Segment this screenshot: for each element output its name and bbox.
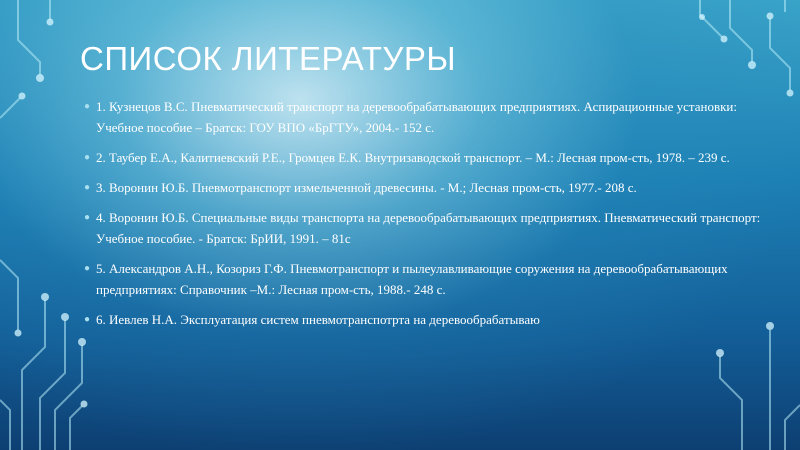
reference-text: 5. Александров А.Н., Козориз Г.Ф. Пневмотранспорт и пылеулавливающие соружения на деревообрабатывающих предприятиях: Справочник –М.: Лесная пром-сть, 1988.- 248 с. xyxy=(96,261,728,297)
reference-text: 6. Иевлев Н.А. Эксплуатация систем пневмотранспотрта на деревообрабатываю xyxy=(96,312,540,327)
reference-item xyxy=(84,207,764,249)
reference-item xyxy=(84,177,764,198)
reference-text: 1. Кузнецов В.С. Пневматический транспорт на деревообрабатывающих предприятиях. Аспирационные установки: Учебное пособие – Братск: ГОУ ВПО «БрГТУ», 2004.- 152 с. xyxy=(96,99,738,135)
reference-list xyxy=(84,96,764,339)
reference-text: 2. Таубер Е.А., Калитиевский Р.Е., Громцев Е.К. Внутризаводской транспорт. – М.: Лесная пром-сть, 1978. – 239 с. xyxy=(96,150,730,165)
bullet-icon: ● xyxy=(84,263,91,274)
reference-item xyxy=(84,258,764,300)
bullet-icon: ● xyxy=(84,101,91,112)
bullet-icon: ● xyxy=(84,152,91,163)
reference-item xyxy=(84,309,764,330)
reference-item xyxy=(84,96,764,138)
reference-text: 3. Воронин Ю.Б. Пневмотранспорт измельченной древесины. - М.; Лесная пром-сть, 1977.- 208 с. xyxy=(96,180,637,195)
bullet-icon: ● xyxy=(84,212,91,223)
reference-text: 4. Воронин Ю.Б. Специальные виды транспорта на деревообрабатывающих предприятиях. Пневматический транспорт: Учебное пособие. - Братск: БрИИ, 1991. – 81с xyxy=(96,210,761,246)
bullet-icon: ● xyxy=(84,314,91,325)
reference-item xyxy=(84,147,764,168)
bullet-icon: ● xyxy=(84,182,91,193)
slide-title: СПИСОК ЛИТЕРАТУРЫ xyxy=(80,40,457,77)
